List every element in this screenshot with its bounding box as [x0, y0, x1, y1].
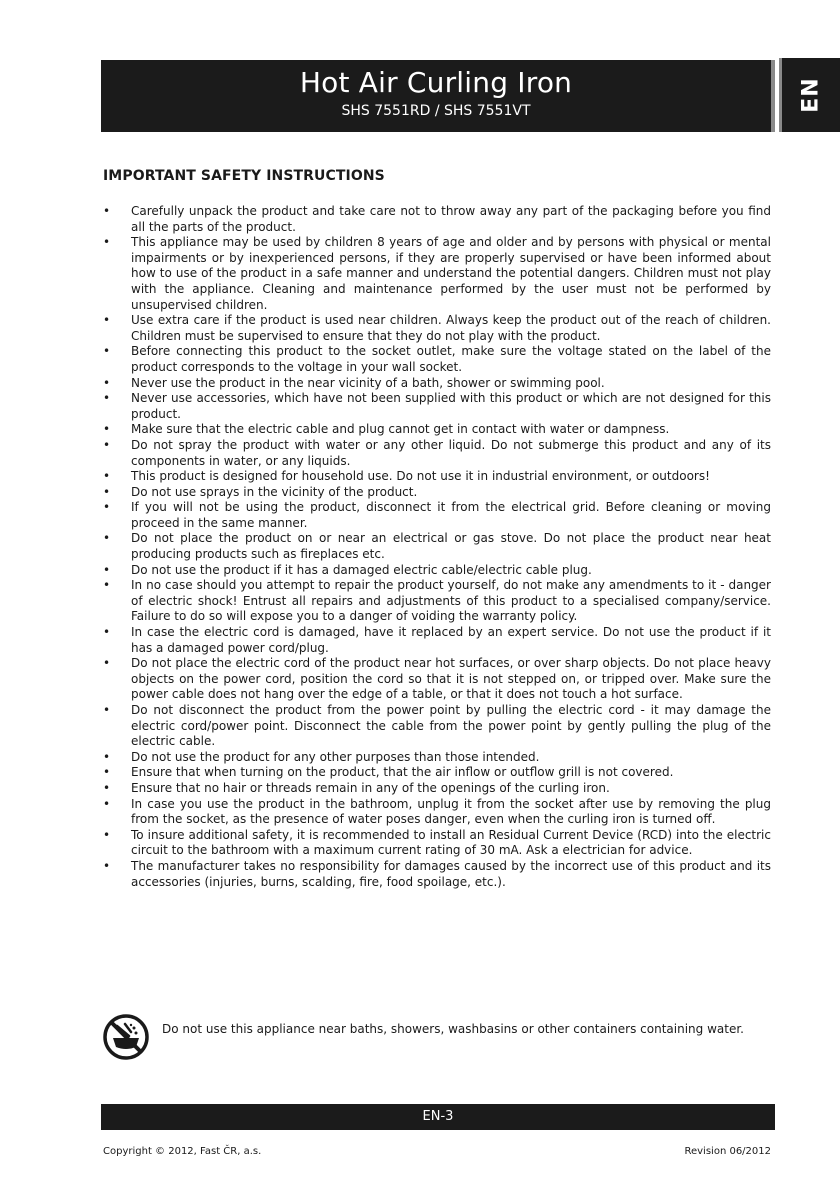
- bullet: •: [103, 204, 111, 218]
- instruction-item: [103, 781, 771, 797]
- instruction-item: [103, 859, 771, 890]
- instruction-text: Do not use sprays in the vicinity of the product.: [131, 484, 418, 499]
- instruction-text: Ensure that when turning on the product, that the air inflow or outflow grill is not covered.: [131, 765, 674, 780]
- instruction-item: [103, 656, 771, 703]
- bullet: •: [103, 500, 111, 515]
- instruction-text: In case the electric cord is damaged, have it replaced by an expert service. Do not use the product if it has a damaged power cord/plug.: [131, 625, 771, 655]
- instruction-item: [103, 703, 771, 750]
- bullet: •: [103, 469, 111, 484]
- instruction-item: [103, 391, 771, 422]
- instruction-item: [103, 485, 771, 501]
- product-models: SHS 7551RD / SHS 7551VT: [341, 103, 531, 119]
- instruction-text: Make sure that the electric cable and plug cannot get in contact with water or dampness.: [131, 422, 670, 437]
- instruction-text: Do not use the product for any other purposes than those intended.: [131, 749, 540, 764]
- copyright: Copyright © 2012, Fast ČR, a.s.: [103, 1146, 262, 1157]
- instruction-text: In no case should you attempt to repair the product yourself, do not make any amendments to it - danger of electric shock! Entrust all repairs and adjustments of this product to a specialised company/service. Failure to do so will expose you to a danger of voiding the warranty policy.: [131, 578, 771, 624]
- language-tab-label: EN: [798, 77, 824, 113]
- instruction-item: [103, 765, 771, 781]
- instruction-text: Do not place the product on or near an electrical or gas stove. Do not place the product near heat producing products such as fireplaces etc.: [131, 531, 771, 562]
- bullet: •: [103, 375, 111, 390]
- instruction-text: Do not place the electric cord of the product near hot surfaces, or over sharp objects. Do not place heavy objects on the power cord, position the cord so that it is not stepped on, or tripped over. Make sure the power cable does not hang over the edge of a table, or that it does not touch a hot surface.: [131, 656, 771, 702]
- instruction-text: Do not use the product if it has a damaged electric cable/electric cable plug.: [131, 562, 592, 577]
- header-edge: [771, 60, 775, 132]
- warning-text: Do not use this appliance near baths, showers, washbasins or other containers containing water.: [162, 1022, 744, 1036]
- instruction-item: [103, 500, 771, 531]
- instruction-text: Never use the product in the near vicinity of a bath, shower or swimming pool.: [131, 375, 605, 390]
- instruction-item: [103, 578, 771, 625]
- footer-bar: [101, 1104, 775, 1130]
- instruction-text: In case you use the product in the bathroom, unplug it from the socket after use by removing the plug from the socket, as the presence of water poses danger, even when the curling iron is turned off.: [131, 796, 771, 827]
- bath-warning: [103, 1014, 771, 1066]
- language-tab: [779, 58, 840, 132]
- revision: Revision 06/2012: [684, 1146, 771, 1157]
- bullet: •: [103, 858, 111, 873]
- bullet: •: [103, 625, 111, 640]
- bullet: •: [103, 796, 111, 811]
- bullet: •: [103, 531, 111, 546]
- header-bar: [101, 60, 771, 132]
- instruction-item: [103, 376, 771, 392]
- bullet: •: [103, 656, 111, 671]
- instruction-text: Ensure that no hair or threads remain in any of the openings of the curling iron.: [131, 780, 610, 795]
- instruction-item: [103, 563, 771, 579]
- bullet: •: [103, 780, 111, 795]
- instruction-text: This product is designed for household use. Do not use it in industrial environment, or outdoors!: [131, 469, 710, 484]
- instruction-item: [103, 531, 771, 562]
- product-title: Hot Air Curling Iron: [299, 66, 573, 99]
- bullet: •: [103, 344, 111, 359]
- bullet: •: [103, 437, 111, 452]
- instruction-text: Do not spray the product with water or any other liquid. Do not submerge this product and any of its components in water, or any liquids.: [131, 437, 771, 468]
- section-title: IMPORTANT SAFETY INSTRUCTIONS: [103, 168, 385, 184]
- instruction-item: [103, 204, 771, 235]
- instruction-text: Never use accessories, which have not been supplied with this product or which are not designed for this product.: [131, 391, 771, 421]
- bullet: •: [103, 562, 111, 577]
- instruction-item: [103, 438, 771, 469]
- instruction-item: [103, 750, 771, 766]
- instruction-text: Carefully unpack the product and take care not to throw away any part of the packaging before you find all the parts of the product.: [131, 204, 771, 234]
- bullet: •: [103, 391, 111, 406]
- instruction-item: [103, 235, 771, 313]
- bullet: •: [103, 765, 111, 780]
- instruction-text: This appliance may be used by children 8 years of age and older and by persons with physical or mental impairments or by inexperienced persons, if they are properly supervised or have been informed about how to use of the product in a safe manner and understand the potential dangers. Children must not play with the appliance. Cleaning and maintenance performed by the user must not be performed by unsupervised children.: [131, 235, 771, 312]
- instruction-item: [103, 313, 771, 344]
- instruction-item: [103, 422, 771, 438]
- instruction-item: [103, 797, 771, 828]
- bullet: •: [103, 703, 111, 717]
- instruction-item: [103, 469, 771, 485]
- page-number: EN-3: [422, 1109, 454, 1124]
- instruction-item: [103, 625, 771, 656]
- instruction-text: Do not disconnect the product from the power point by pulling the electric cord - it may damage the electric cord/power point. Disconnect the cable from the power point by gently pulling the plug of the electric cable.: [131, 703, 771, 749]
- safety-instructions-list: [103, 204, 771, 890]
- bullet: •: [103, 235, 111, 250]
- bullet: •: [103, 484, 111, 499]
- instruction-text: The manufacturer takes no responsibility for damages caused by the incorrect use of this product and its accessories (injuries, burns, scalding, fire, food spoilage, etc.).: [131, 858, 771, 889]
- bullet: •: [103, 578, 111, 593]
- instruction-item: [103, 344, 771, 375]
- instruction-text: If you will not be using the product, disconnect it from the electrical grid. Before cleaning or moving proceed in the same manner.: [131, 500, 771, 530]
- instruction-text: Before connecting this product to the socket outlet, make sure the voltage stated on the label of the product corresponds to the voltage in your wall socket.: [131, 344, 771, 374]
- instruction-item: [103, 828, 771, 859]
- bullet: •: [103, 749, 111, 764]
- bullet: •: [103, 827, 111, 842]
- bullet: •: [103, 422, 111, 437]
- instruction-text: To insure additional safety, it is recommended to install an Residual Current Device (RCD) into the electric circuit to the bathroom with a maximum current rating of 30 mA. Ask a electrician for advice.: [131, 827, 771, 858]
- instruction-text: Use extra care if the product is used near children. Always keep the product out of the reach of children. Children must be supervised to ensure that they do not play with the product.: [131, 313, 771, 343]
- no-bath-icon: [103, 1014, 149, 1060]
- bullet: •: [103, 313, 111, 328]
